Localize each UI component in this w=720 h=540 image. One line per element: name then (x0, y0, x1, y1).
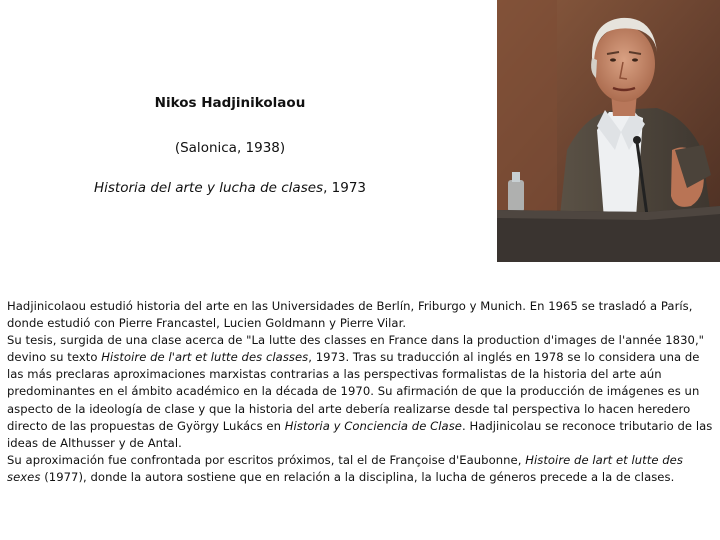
paragraph-education: Hadjinicolaou estudió historia del arte en las Universidades de Berlín, Friburgo y Munich. En 1965 se trasladó a París, donde estudió con Pierre Francastel, Lucien Goldmann y Pierre Vilar. (7, 299, 693, 331)
work-citation (40, 180, 420, 196)
critique-text-c: (1977), donde la autora sostiene que en relación a la disciplina, la lucha de géneros precede a la de clases. (40, 469, 675, 484)
paragraph-critique (7, 452, 715, 486)
eaubonne-book-title: Histoire de lart et lutte des sexes (7, 452, 683, 484)
thesis-text-e: . Hadjinicolau se reconoce tributario de las ideas de Althusser y de Antal. (7, 418, 713, 450)
author-name: Nikos Hadjinikolaou (154, 95, 306, 111)
author-origin: (Salonica, 1938) (174, 140, 286, 156)
biography-text (7, 298, 715, 486)
thesis-text-c: , 1973. Tras su traducción al inglés en 1978 se lo considera una de las más preclaras aproximaciones marxistas contrarias a las perspectivas formalistas de la historia del arte aún predominantes en el ámbito académico en la década de 1970. Su afirmación de que la producción de imágenes es un aspecto de la ideología de clase y que la historia del arte debería realizarse desde tal perspectiva lo hacen heredero directo de las propuestas de György Lukács en (7, 350, 700, 433)
thesis-book-title: Histoire de l'art et lutte des classes (101, 350, 309, 365)
thesis-text-a: Su tesis, surgida de una clase acerca de "La lutte des classes en France dans la production d'images de l'année 1830," devino su texto (7, 333, 705, 365)
paragraph-thesis (7, 332, 715, 452)
work-title: Historia del arte y lucha de clases (93, 180, 324, 196)
portrait-illustration (497, 0, 720, 262)
portrait-photo (497, 0, 720, 262)
work-year: , 1973 (323, 180, 367, 196)
lukacs-book-title: Historia y Conciencia de Clase (284, 418, 462, 433)
critique-text-a: Su aproximación fue confrontada por escritos próximos, tal el de Françoise d'Eaubonne, (7, 452, 526, 467)
